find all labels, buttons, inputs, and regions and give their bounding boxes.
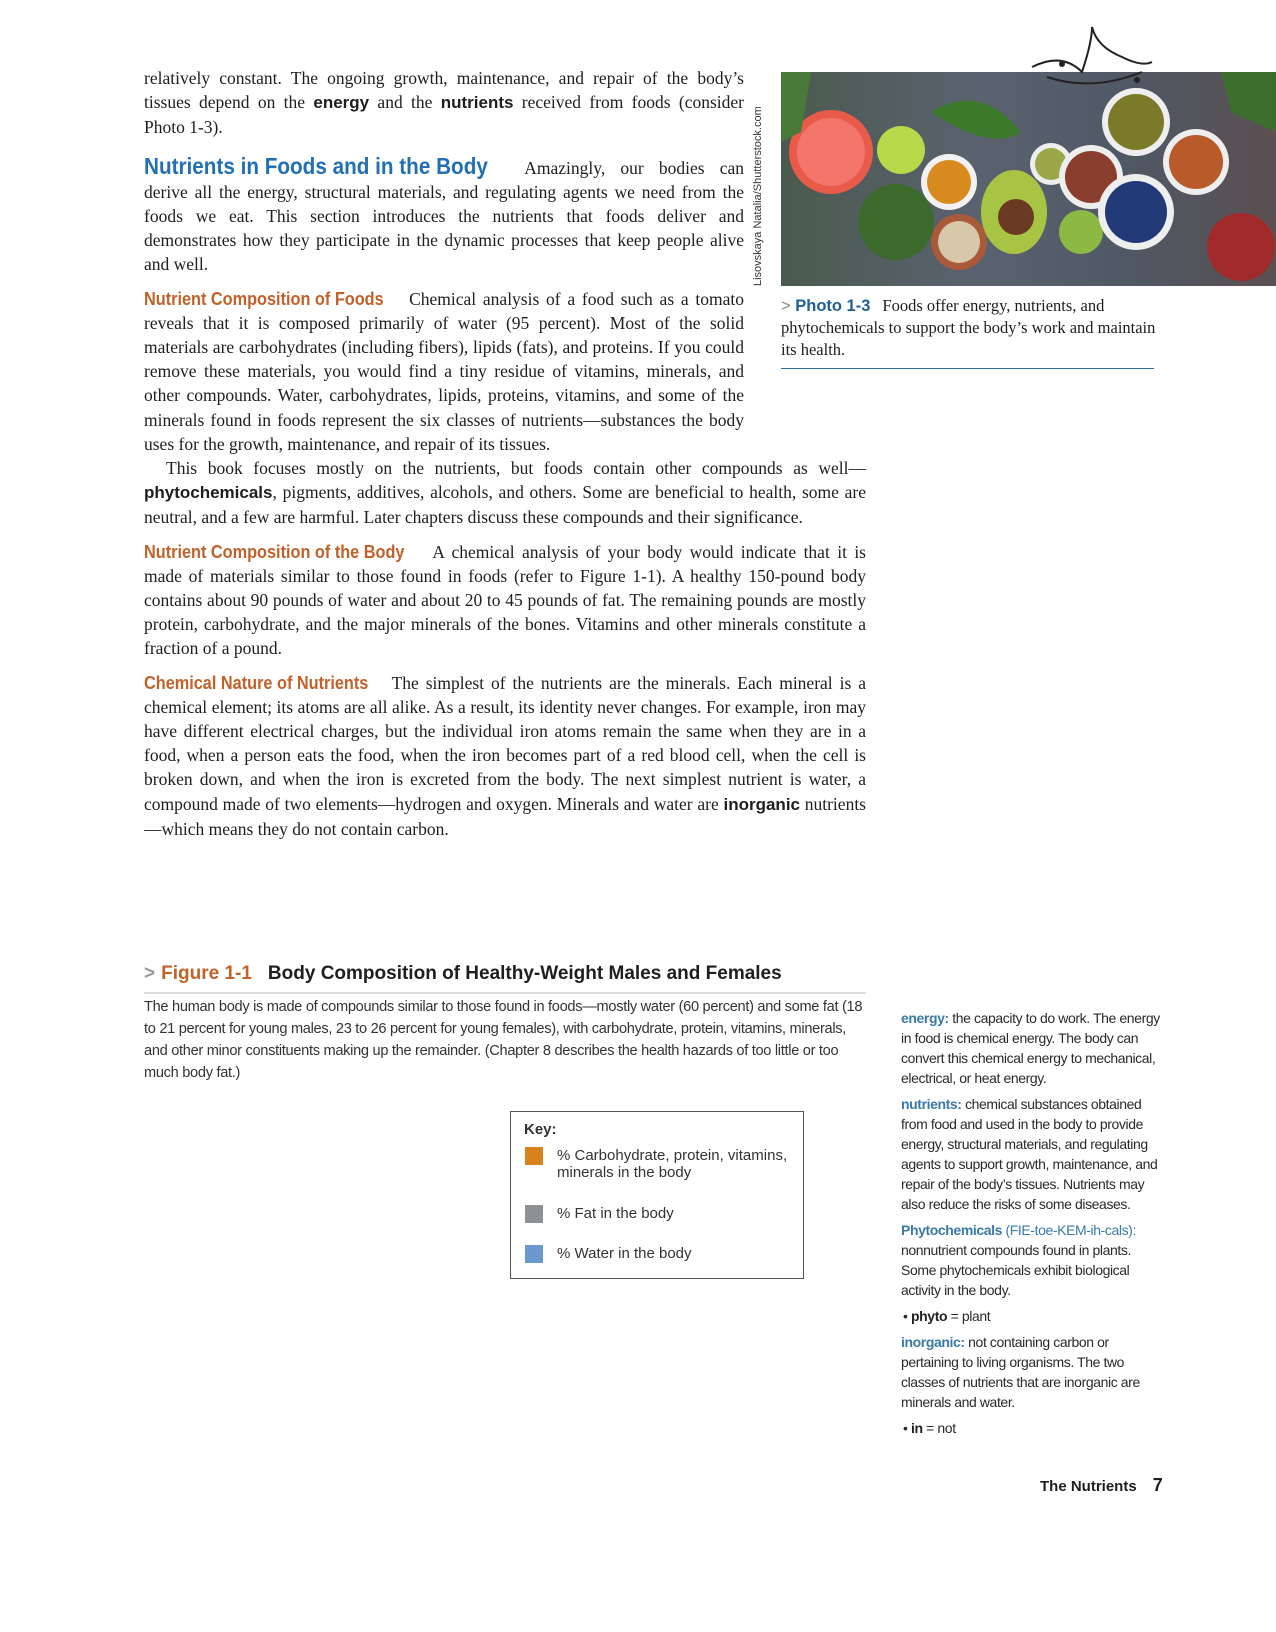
nutrients-section: Nutrients in Foods and in the Body Amazingly, our bodies can derive all the energy, structural materials, and regulating agents we need from the foods we eat. This section introduces the nutrients that foods deliver and demonstrates how they participate in the dynamic processes that keep people alive and well. xyxy=(144,152,744,275)
food-illustration xyxy=(781,72,1276,286)
word-root-phyto: • phyto = plant xyxy=(903,1308,991,1324)
blue-swatch xyxy=(525,1245,543,1263)
intro-paragraph: relatively constant. The ongoing growth, maintenance, and repair of the body’s tissues depend on the energy and the nutrients received from foods (consider Photo 1-3). xyxy=(144,68,744,138)
food-photo xyxy=(781,72,1276,286)
glossary-entry-inorganic: inorganic: not containing carbon or pertaining to living organisms. The two classes of nutrients that are inorganic are minerals and water. xyxy=(901,1334,1140,1410)
figure-heading: > Figure 1-1 Body Composition of Healthy-Weight Males and Females xyxy=(144,963,782,984)
female-silhouette xyxy=(190,1085,350,1465)
phytochemicals-paragraph: This book focuses mostly on the nutrients, but foods contain other compounds as well—phytochemicals, pigments, additives, alcohols, and others. Some are beneficial to health, some are neutral, and a few are harmful. Later chapters discuss these compounds and their significance. xyxy=(144,458,866,528)
subheading: Chemical Nature of Nutrients xyxy=(144,671,369,693)
male-silhouette xyxy=(340,1085,490,1465)
photo-caption-rule xyxy=(781,368,1154,369)
body-composition-silhouettes xyxy=(190,1085,490,1465)
key-title: Key: xyxy=(524,1121,557,1138)
figure-rule xyxy=(144,992,866,994)
photo-caption: > Photo 1-3 Foods offer energy, nutrients, and phytochemicals to support the body’s work and maintain its health. xyxy=(781,296,1156,359)
gray-swatch xyxy=(525,1205,543,1223)
figure-key xyxy=(510,1111,804,1279)
glossary-entry-energy: energy: the capacity to do work. The energy in food is chemical energy. The body can convert this chemical energy to mechanical, electrical, or heat energy. xyxy=(901,1010,1160,1086)
page-number: 7 xyxy=(1152,1475,1163,1495)
running-footer-title: The Nutrients xyxy=(1040,1478,1137,1495)
glossary-entry-phytochemicals: Phytochemicals (FIE-toe-KEM-ih-cals): nonnutrient compounds found in plants. Some phytochemicals exhibit biological activity in the body. xyxy=(901,1222,1136,1298)
key-item-carbohydrate: % Carbohydrate, protein, vitamins, minerals in the body xyxy=(525,1147,797,1181)
chemical-nature-paragraph: Chemical Nature of Nutrients The simplest of the nutrients are the minerals. Each mineral is a chemical element; its atoms are all alike. As a result, its identity never changes. For example, iron may have different electrical charges, but the individual iron atoms remain the same when they are in a food, when a person eats the food, when the iron becomes part of a red blood cell, when the cell is broken down, and when the iron is excreted from the body. The next simplest nutrient is water, a compound made of two elements—hydrogen and oxygen. Minerals and water are inorganic nutrients—which means they do not contain carbon. xyxy=(144,671,866,839)
body-composition-paragraph: Nutrient Composition of the Body A chemical analysis of your body would indicate that it is made of materials similar to those found in foods (refer to Figure 1-1). A healthy 150-pound body contains about 90 pounds of water and about 20 to 45 pounds of fat. The remaining pounds are mostly protein, carbohydrate, and the major minerals of the bones. Vitamins and other minerals constitute a fraction of a pound. xyxy=(144,540,866,659)
word-root-in: • in = not xyxy=(903,1420,956,1436)
publisher-watermark-logo xyxy=(1022,22,1162,102)
figure-caption: The human body is made of compounds similar to those found in foods—mostly water (60 percent) and some fat (18 to 21 percent for young males, 23 to 26 percent for young females), with carbohydrate, protein, vitamins, minerals, and other minor constituents making up the remainder. (Chapter 8 describes the health hazards of too little or too much body fat.) xyxy=(144,999,863,1081)
orange-swatch xyxy=(525,1147,543,1165)
subheading: Nutrient Composition of Foods xyxy=(144,287,384,309)
subheading: Nutrient Composition of the Body xyxy=(144,540,405,562)
photo-credit: Lisovskaya Natalia/Shutterstock.com xyxy=(752,106,764,286)
glossary-sidebar xyxy=(901,1008,1161,1444)
page-footer xyxy=(1040,1475,1163,1496)
glossary-entry-nutrients: nutrients: chemical substances obtained from food and used in the body to provide energy, structural materials, and regulating agents to support growth, maintenance, and repair of the body’s tissues. Nutrients may also reduce the risks of some diseases. xyxy=(901,1096,1158,1212)
key-item-fat: % Fat in the body xyxy=(525,1205,674,1223)
key-item-water: % Water in the body xyxy=(525,1245,692,1263)
food-composition-paragraph: Nutrient Composition of Foods Chemical analysis of a food such as a tomato reveals that it is composed primarily of water (95 percent). Most of the solid materials are carbohydrates (including fibers), lipids (fats), and proteins. If you could remove these materials, you would find a tiny residue of vitamins, minerals, and other compounds. Water, carbohydrates, lipids, proteins, vitamins, and some of the minerals found in foods represent the six classes of nutrients—substances the body uses for the growth, maintenance, and repair of its tissues. xyxy=(144,287,745,454)
section-heading: Nutrients in Foods and in the Body xyxy=(144,152,488,179)
